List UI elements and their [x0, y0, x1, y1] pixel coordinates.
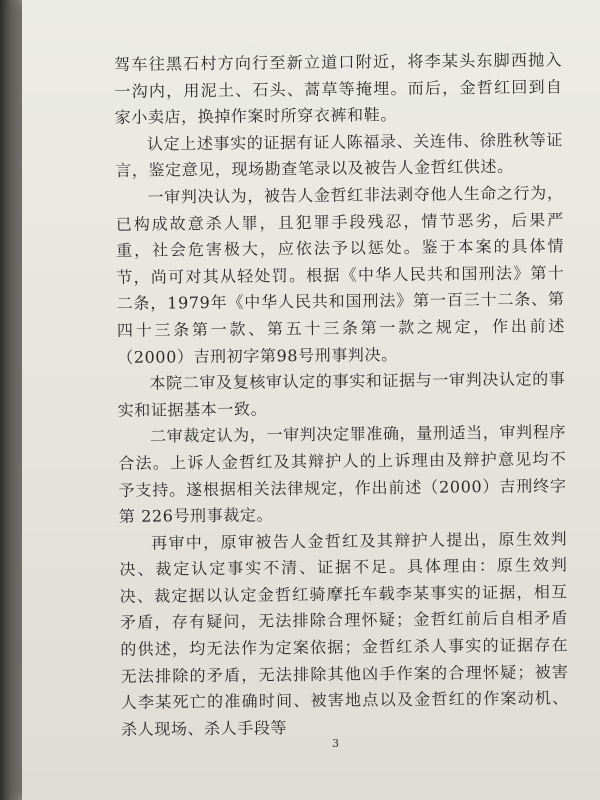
document-page	[22, 0, 600, 800]
paragraph-1: 驾车往黑石村方向行至新立道口附近，将李某头东脚西抛入一沟内，用泥土、石头、蒿草等掩埋。而后，金哲红回到自家小卖店，换掉作案时所穿衣裤和鞋。	[114, 50, 563, 128]
paragraph-4: 本院二审及复核审认定的事实和证据与一审判决认定的事实和证据基本一致。	[117, 369, 566, 420]
paragraph-5: 二审裁定认为，一审判决定罪准确，量刑适当，审判程序合法。上诉人金哲红及其辩护人的上诉理由及辩护意见均不予支持。遂根据相关法律规定，作出前述（2000）吉刑终字第 226号刑事裁定。	[118, 422, 567, 527]
document-body	[114, 47, 569, 743]
page-number: 3	[332, 737, 339, 750]
paragraph-3: 一审判决认为，被告人金哲红非法剥夺他人生命之行为，已构成故意杀人罪，且犯罪手段残忍，情节恶劣，后果严重，社会危害极大，应依法予以惩处。鉴于本案的具体情节，尚可对其从轻处罚。根据《中华人民共和国刑法》第十二条，1979年《中华人民共和国刑法》第一百三十二条、第四十三条第一款、第五十三条第一款之规定，作出前述（2000）吉刑初字第98号刑事判决。	[115, 183, 565, 367]
paragraph-2: 认定上述事实的证据有证人陈福录、关连伟、徐胜秋等证言，鉴定意见，现场勘查笔录以及被告人金哲红供述。	[115, 130, 564, 181]
paragraph-6: 再审中，原审被告人金哲红及其辩护人提出，原生效判决、裁定认定事实不清、证据不足。具体理由：原生效判决、裁定据以认定金哲红骑摩托车载李某事实的证据，相互矛盾，存有疑问，无法排除合理怀疑；金哲红前后自相矛盾的供述，均无法作为定案依据；金哲红杀人事实的证据存在无法排除的矛盾，无法排除其他凶手作案的合理怀疑；被害人李某死亡的准确时间、被害地点以及金哲红的作案动机、杀人现场、杀人手段等	[119, 528, 569, 739]
